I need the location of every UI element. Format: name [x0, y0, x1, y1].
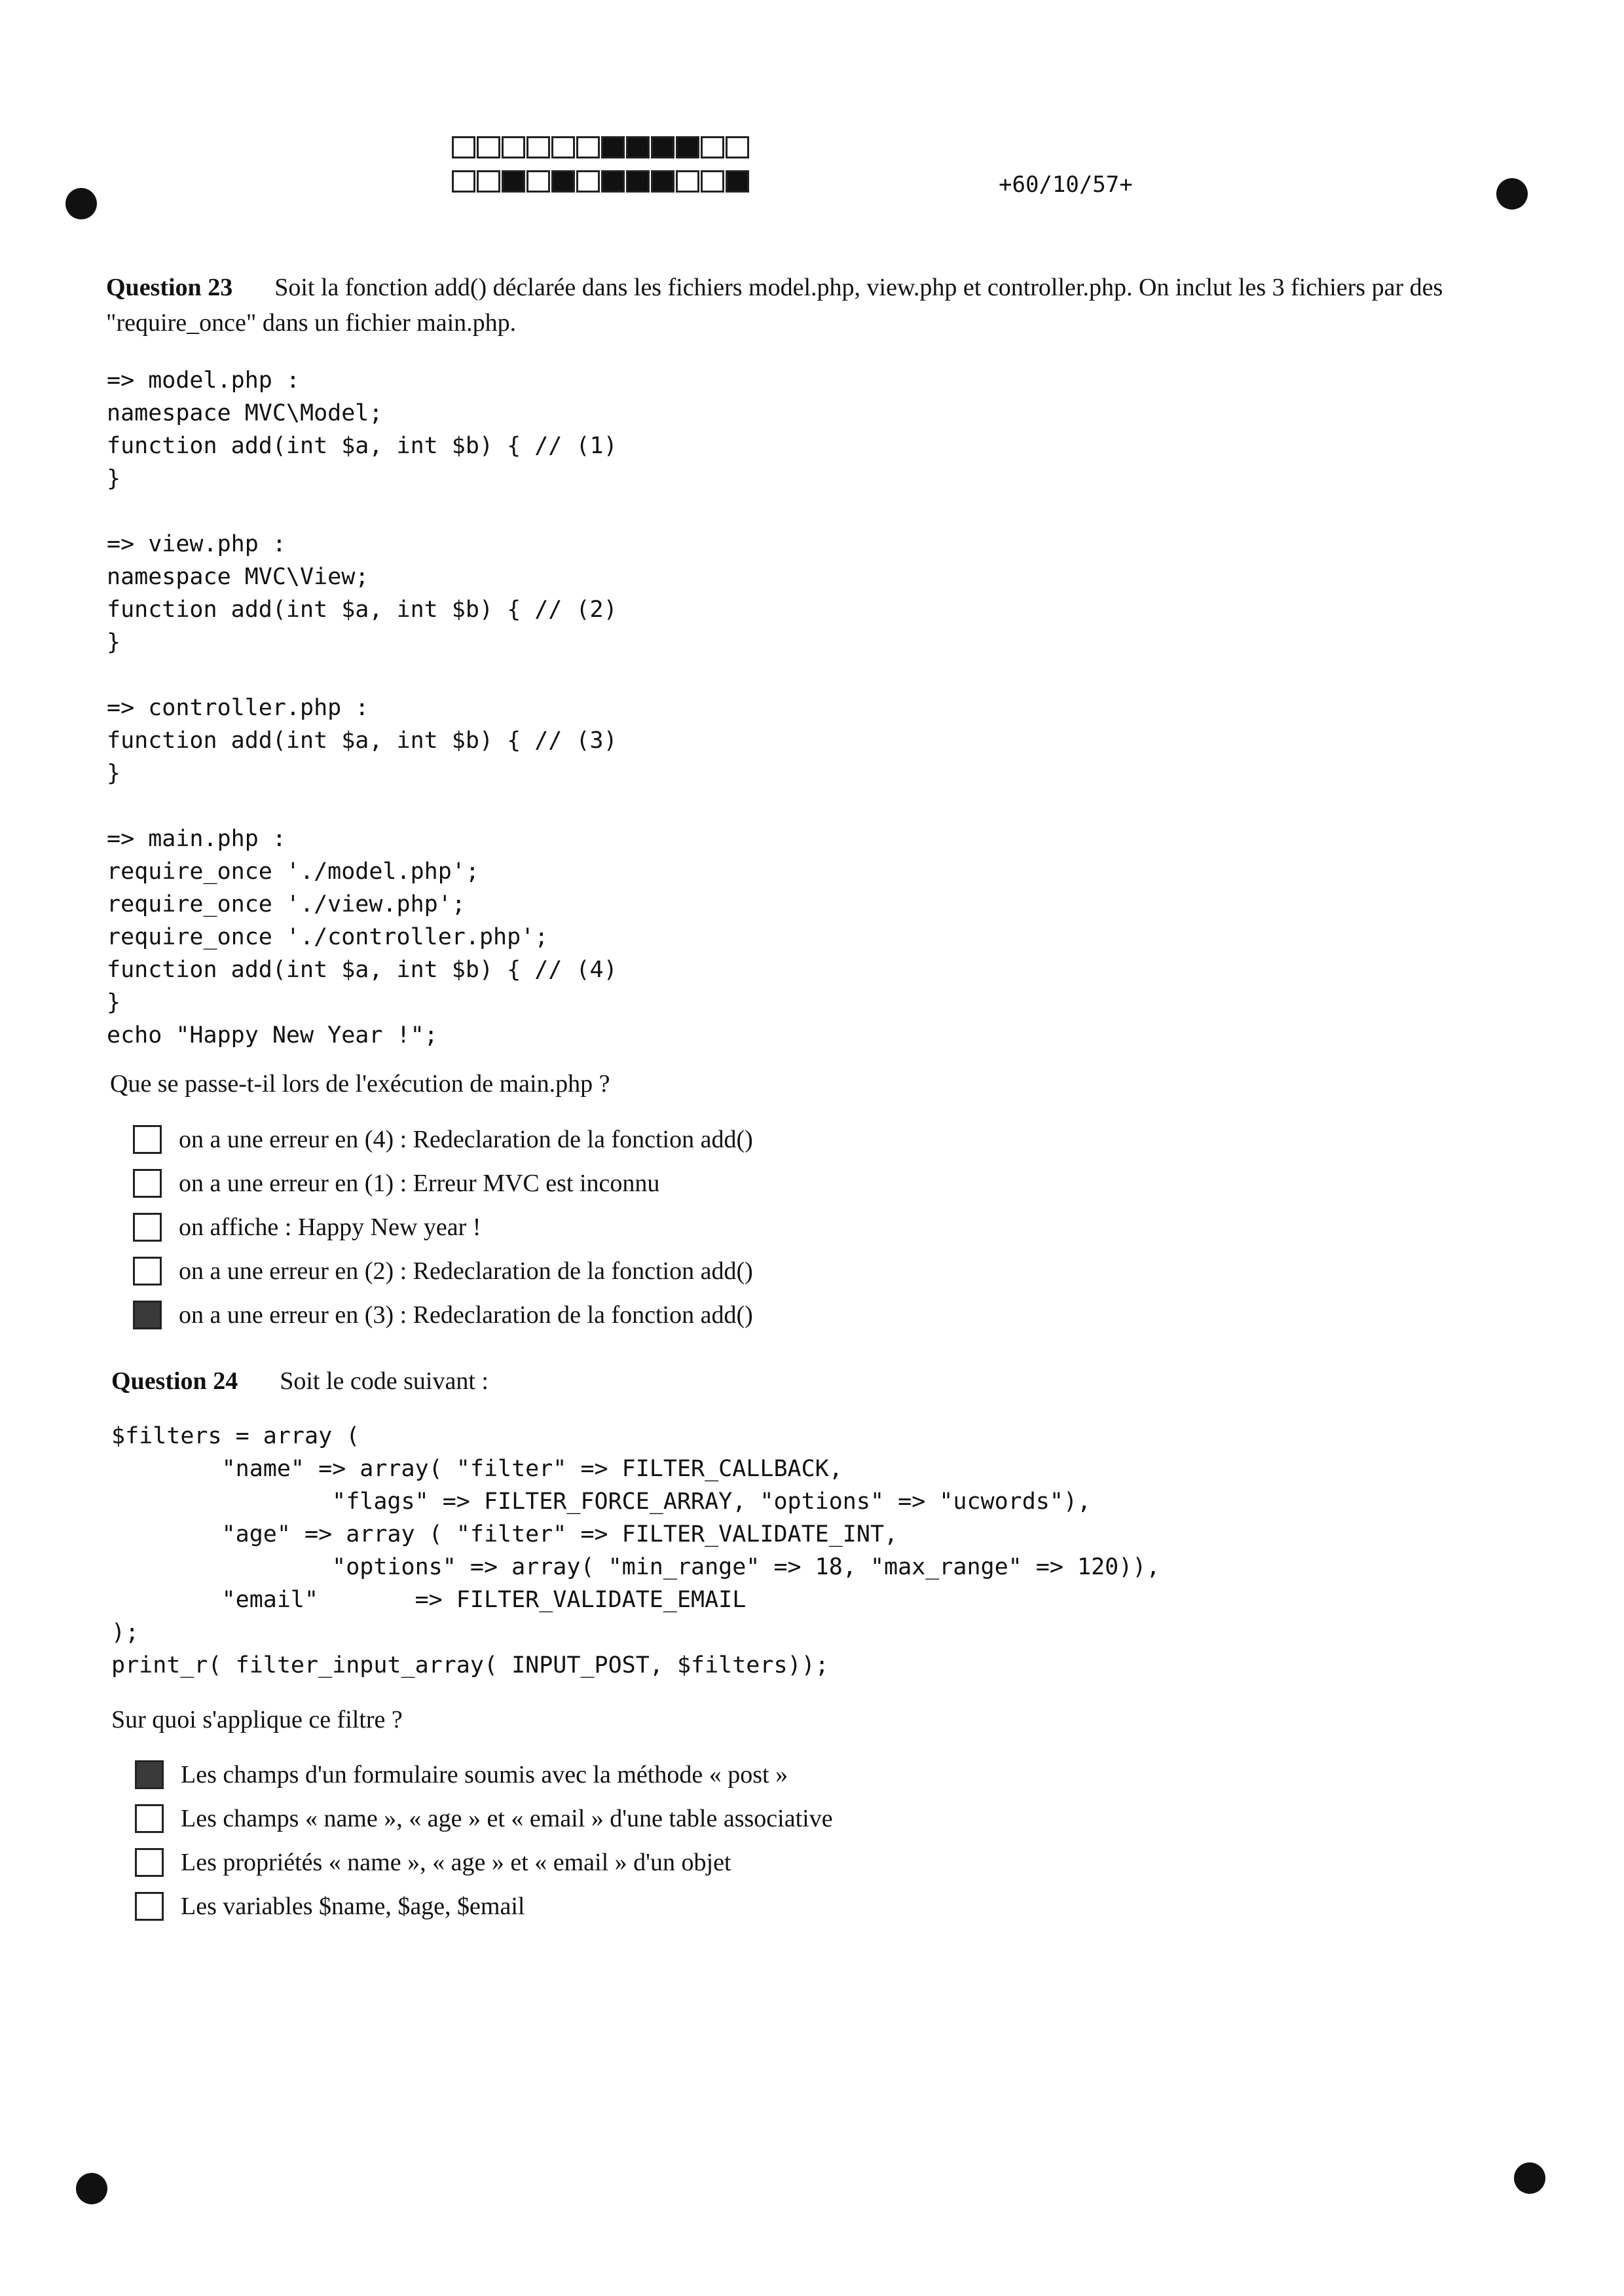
q24-answer-1-label: Les champs d'un formulaire soumis avec la méthode « post »: [181, 1760, 788, 1788]
q23-answer-4-label: on a une erreur en (2) : Redeclaration de la fonction add(): [179, 1257, 753, 1285]
question-24-number: Question 24: [111, 1367, 238, 1395]
barcode-cell: [601, 136, 625, 158]
question-23-number: Question 23: [106, 274, 233, 301]
q23-answer-2-checkbox[interactable]: [133, 1169, 162, 1198]
q24-answer-2[interactable]: [135, 1796, 833, 1840]
q23-answer-3-checkbox[interactable]: [133, 1213, 162, 1242]
q23-answer-5-label: on a une erreur en (3) : Redeclaration de la fonction add(): [179, 1301, 753, 1329]
barcode-cell: [651, 170, 674, 193]
barcode-cell: [477, 170, 500, 193]
q24-answer-3[interactable]: [135, 1840, 833, 1884]
registration-mark-top-right: [1496, 178, 1528, 210]
q23-answer-2[interactable]: [133, 1161, 753, 1205]
q24-answer-4-label: Les variables $name, $age, $email: [181, 1892, 525, 1920]
q24-answer-4[interactable]: [135, 1884, 833, 1928]
q24-answer-1[interactable]: [135, 1752, 833, 1796]
barcode-cell: [551, 136, 575, 158]
question-23-text: Soit la fonction add() déclarée dans les fichiers model.php, view.php et controller.php. On inclut les 3 fichiers par des "require_once" dans un fichier main.php.: [106, 274, 1443, 337]
barcode-cell: [576, 136, 600, 158]
question-24-text: Soit le code suivant :: [280, 1367, 489, 1395]
barcode-cell: [676, 136, 699, 158]
barcode-cell: [526, 136, 550, 158]
registration-mark-bottom-right: [1514, 2162, 1545, 2194]
barcode-cell: [452, 170, 475, 193]
q24-answer-2-checkbox[interactable]: [135, 1804, 164, 1833]
question-23-prompt: Que se passe-t-il lors de l'exécution de main.php ?: [110, 1070, 610, 1098]
q23-answer-5-checkbox[interactable]: [133, 1301, 162, 1329]
q24-answer-3-checkbox[interactable]: [135, 1848, 164, 1877]
question-24-header: [111, 1363, 1526, 1399]
barcode-cell: [502, 170, 525, 193]
q23-answer-3-label: on affiche : Happy New year !: [179, 1213, 481, 1241]
barcode-cell: [701, 136, 724, 158]
registration-mark-bottom-left: [76, 2173, 107, 2204]
q23-answer-3[interactable]: [133, 1205, 753, 1249]
barcode-cell: [651, 136, 674, 158]
barcode-cell: [701, 170, 724, 193]
q24-answer-2-label: Les champs « name », « age » et « email » d'une table associative: [181, 1804, 833, 1832]
barcode-cell: [576, 170, 600, 193]
barcode-cell: [502, 136, 525, 158]
question-24-code: $filters = array ( "name" => array( "filter" => FILTER_CALLBACK, "flags" => FILTER_FORCE_ARRAY, "options" => "ucwords"), "age" => array ( "filter" => FILTER_VALIDATE_INT, "options" => array( "min_range" => 18, "max_range" => 120)), "email" => FILTER_VALIDATE_EMAIL ); print_r( filter_input_array( INPUT_POST, $filters));: [111, 1423, 1160, 1678]
barcode-cell: [676, 170, 699, 193]
barcode-cell: [452, 136, 475, 158]
barcode-cell: [626, 170, 650, 193]
q24-answer-3-label: Les propriétés « name », « age » et « email » d'un objet: [181, 1848, 731, 1876]
question-24-prompt: Sur quoi s'applique ce filtre ?: [111, 1706, 403, 1733]
barcode-row-top: [452, 136, 750, 158]
barcode-cell: [477, 136, 500, 158]
question-23-answers: [133, 1117, 753, 1337]
barcode-cell: [726, 136, 749, 158]
barcode-cell: [551, 170, 575, 193]
q24-answer-1-checkbox[interactable]: [135, 1760, 164, 1789]
q23-answer-2-label: on a une erreur en (1) : Erreur MVC est inconnu: [179, 1169, 660, 1197]
barcode-cell: [526, 170, 550, 193]
registration-mark-top-left: [65, 188, 97, 219]
barcode-cell: [726, 170, 749, 193]
sheet-id: +60/10/57+: [999, 172, 1133, 198]
q23-answer-1-checkbox[interactable]: [133, 1125, 162, 1154]
q24-answer-4-checkbox[interactable]: [135, 1892, 164, 1921]
question-23-code: => model.php : namespace MVC\Model; function add(int $a, int $b) { // (1) } => view.php : namespace MVC\View; function add(int $a, int $b) { // (2) } => controller.php : function add(int $a, int $b) { // (3) } => main.php : require_once './model.php'; require_once './view.php'; require_once './controller.php'; function add(int $a, int $b) { // (4) } echo "Happy New Year !";: [107, 367, 618, 1048]
q23-answer-5[interactable]: [133, 1293, 753, 1337]
barcode-cell: [626, 136, 650, 158]
barcode-row-bottom: [452, 170, 750, 193]
q23-answer-1-label: on a une erreur en (4) : Redeclaration de la fonction add(): [179, 1125, 753, 1153]
q23-answer-4[interactable]: [133, 1249, 753, 1293]
q23-answer-4-checkbox[interactable]: [133, 1257, 162, 1286]
question-24-answers: [135, 1752, 833, 1928]
q23-answer-1[interactable]: [133, 1117, 753, 1161]
barcode-cell: [601, 170, 625, 193]
question-23-header: [106, 270, 1521, 341]
